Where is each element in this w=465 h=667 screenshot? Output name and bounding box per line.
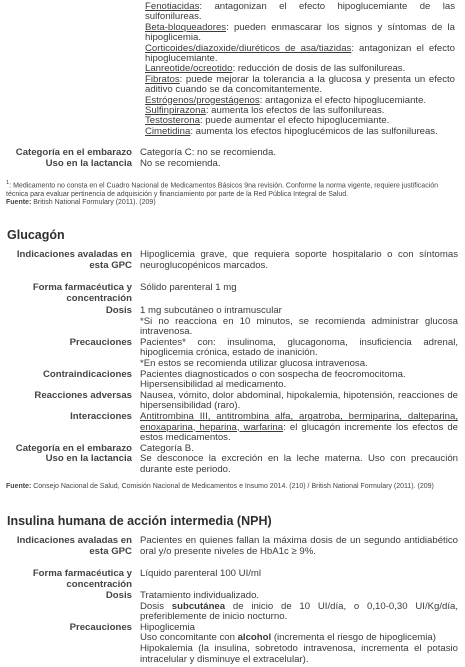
interactions-continuation bbox=[145, 2, 455, 137]
table-row bbox=[6, 623, 458, 665]
row-value: Nausea, vómito, dolor abdominal, hipokalemia, hipotensión, reacciones de hipersensibilidad (raro). bbox=[140, 389, 458, 412]
table-row bbox=[6, 159, 458, 170]
interaction-line: Fenotiacidas: antagonizan el efecto hipoglucemiante de las sulfonilureas. bbox=[145, 1, 455, 23]
row-label: Categoría en el embarazo bbox=[15, 147, 132, 158]
source-text: Consejo Nacional de Salud, Comisión Nacional de Medicamentos e Insumo 2014. (210) / British National Formulary (2011). (209) bbox=[33, 483, 434, 490]
row-value: Pacientes diagnosticados o con sospecha de feocromocitoma. Hipersensibilidad al medicamento. bbox=[140, 368, 406, 391]
top-rows-table bbox=[6, 148, 458, 169]
glucagon-table bbox=[6, 250, 458, 476]
row-value: No se recomienda. bbox=[140, 157, 221, 169]
interaction-line: Testosterona: puede aumentar el efecto hipoglucemiante. bbox=[145, 115, 390, 127]
row-label: Dosis bbox=[105, 305, 132, 316]
row-value: Pacientes* con: insulinoma, glucagonoma, insuficiencia adrenal, hipoglicemia crónica, estado de inanición. *En estos se recomienda utilizar glucosa intravenosa. bbox=[140, 336, 458, 369]
table-row bbox=[6, 370, 458, 391]
interaction-line: Corticoides/diazoxide/diuréticos de asa/tiazidas: antagonizan el efecto hipoglucemiante. bbox=[145, 42, 455, 65]
table-row bbox=[6, 536, 458, 569]
table-row bbox=[6, 454, 458, 475]
row-value: Categoría C: no se recomienda. bbox=[140, 147, 276, 158]
table-row bbox=[6, 148, 458, 159]
interaction-line: Estrógenos/progestágenos: antagoniza el efecto hipoglucemiante. bbox=[145, 94, 427, 106]
row-label: Uso en la lactancia bbox=[45, 157, 132, 169]
row-value: Hipoglicemia grave, que requiera soporte hospitalario o con síntomas neuroglucopénicos marcados. bbox=[140, 249, 458, 271]
interaction-line: Lanreotide/ocreotido: reducción de dosis de las sulfonilureas. bbox=[145, 63, 406, 75]
row-value: Se desconoce la excreción en la leche materna. Uso con precaución durante este periodo. bbox=[140, 453, 458, 475]
table-row bbox=[6, 391, 458, 412]
interaction-line: Cimetidina: aumenta los efectos hipoglucémicos de las sulfonilureas. bbox=[145, 125, 438, 137]
interaction-line: Fibratos: puede mejorar la tolerancia a la glucosa y presenta un efecto aditivo cuando se da concomitantemente. bbox=[145, 73, 455, 96]
row-label: Forma farmacéutica y concentración bbox=[32, 568, 132, 590]
row-value: Hipoglicemia Uso concomitante con alcohol (incrementa el riesgo de hipoglicemia) Hipokalemia (la insulina, sobretodo intravenosa, incrementa el potasio intracelular y disminuye el extracelular). bbox=[140, 621, 458, 665]
table-row bbox=[6, 250, 458, 283]
table-row bbox=[6, 591, 458, 623]
row-value: Categoría B. bbox=[140, 442, 194, 454]
row-label: Indicaciones avaladas en esta GPC bbox=[16, 535, 132, 557]
row-value: Sólido parenteral 1 mg bbox=[140, 282, 237, 293]
table-row bbox=[6, 306, 458, 338]
row-label: Interacciones bbox=[70, 410, 132, 422]
row-value: Tratamiento individualizado. Dosis subcutánea de inicio de 10 UI/día, o 0,10-0,30 UI/Kg/día, preferiblemente de inicio nocturno. bbox=[140, 590, 459, 623]
footnote: $^1$: Medicamento no consta en el Cuadro Nacional de Medicamentos Básicos 9na revisión. Conforme la norma vigente, requiere justificación técnica para evaluar pertinencia de adquisición y financiamiento por parte de la Red Pública Integral de Salud. Fuente: British National Formulary (2011). (209) bbox=[6, 180, 439, 206]
table-row bbox=[6, 338, 458, 370]
row-value: 1 mg subcutáneo o intramuscular *Si no reacciona en 10 minutos, se recomienda administrar glucosa intravenosa. bbox=[140, 305, 458, 338]
row-value: Antitrombina III, antitrombina alfa, argatroba, bermiparina, dalteparina, enoxaparina, heparina, warfarina: el glucagón incremente los efectos de estos medicamentos. bbox=[140, 410, 458, 444]
section-title-nph: Insulina humana de acción intermedia (NPH) bbox=[7, 514, 272, 528]
row-label: Categoría en el embarazo bbox=[15, 442, 132, 454]
glucagon-source: Fuente: Consejo Nacional de Salud, Comisión Nacional de Medicamentos e Insumo 2014. (210) / British National Formulary (2011). (209) bbox=[6, 483, 434, 490]
table-row bbox=[6, 283, 458, 306]
nph-table bbox=[6, 536, 458, 665]
row-label: Dosis bbox=[105, 590, 132, 601]
row-label: Uso en la lactancia bbox=[45, 453, 132, 465]
row-value: Líquido parenteral 100 UI/ml bbox=[140, 568, 262, 579]
table-row bbox=[6, 569, 458, 591]
row-label: Contraindicaciones bbox=[42, 368, 132, 380]
source-text: British National Formulary (2011). (209) bbox=[33, 198, 156, 206]
row-label: Precauciones bbox=[69, 621, 132, 633]
interaction-line: Beta-bloqueadores: pueden enmascarar los signos y síntomas de la hipoglicemia. bbox=[145, 21, 455, 44]
row-label: Precauciones bbox=[69, 336, 132, 348]
table-row bbox=[6, 412, 458, 444]
row-label: Reacciones adversas bbox=[34, 389, 132, 401]
row-value: Pacientes en quienes fallan la máxima dosis de un segundo antidiabético oral y/o presente niveles de HbA1c ≥ 9%. bbox=[140, 535, 458, 557]
row-label: Forma farmacéutica y concentración bbox=[32, 282, 132, 304]
interaction-line: Sulfinpirazona: aumenta los efectos de las sulfonilureas. bbox=[145, 105, 385, 117]
row-label: Indicaciones avaladas en esta GPC bbox=[16, 249, 132, 271]
section-title-glucagon: Glucagón bbox=[7, 228, 65, 242]
